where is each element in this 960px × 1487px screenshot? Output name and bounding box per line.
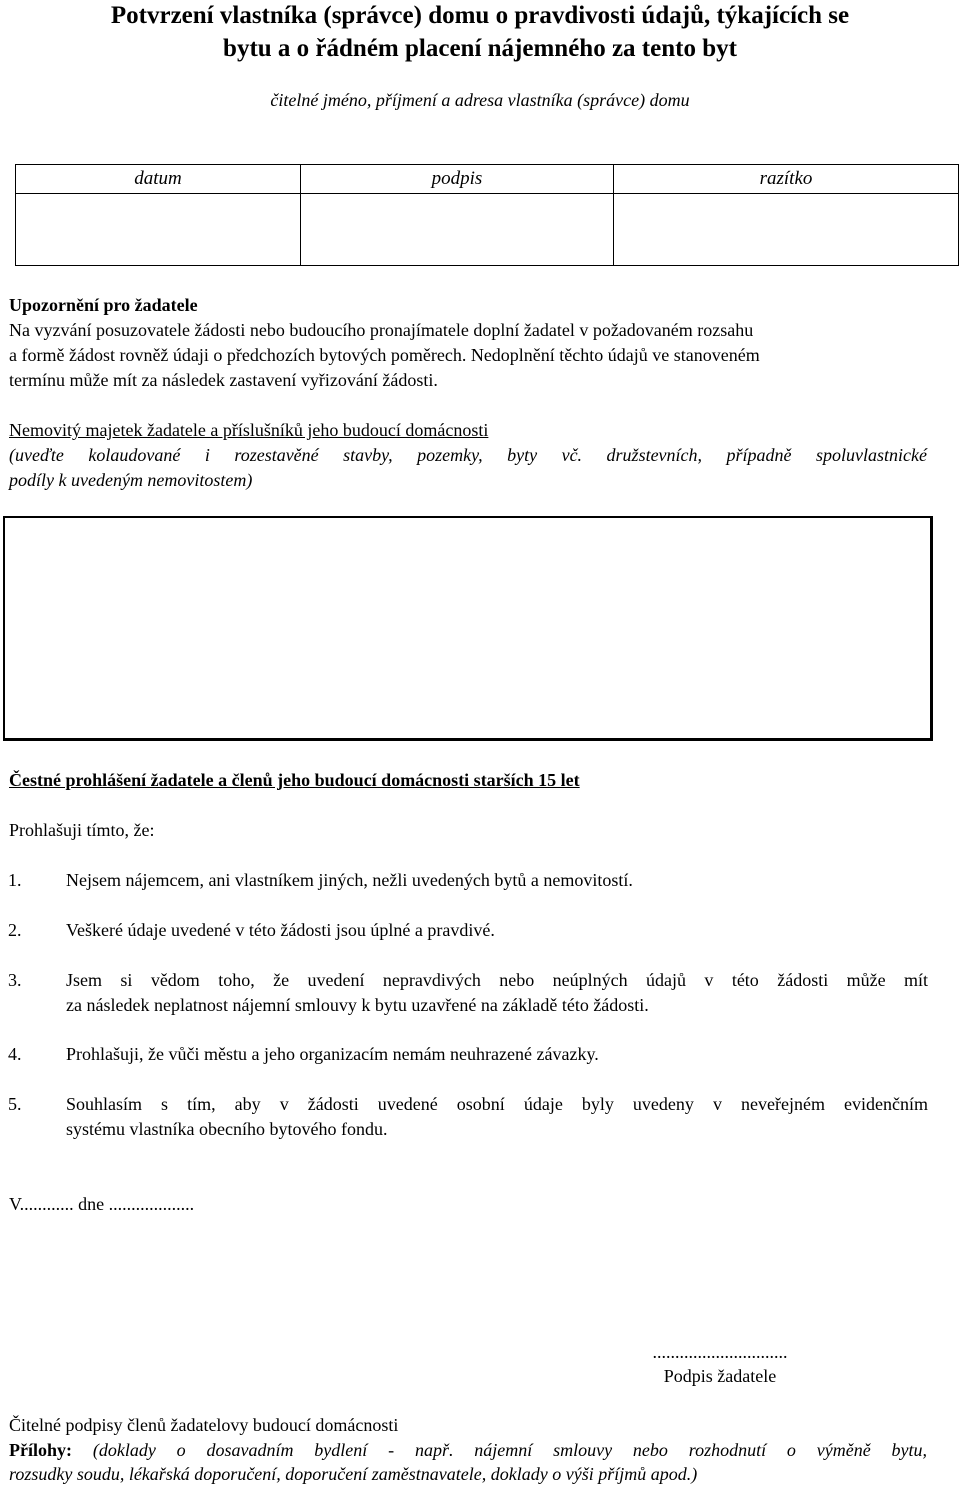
attachments-text-1: (doklady o dosavadním bydlení - např. nájemní smlouvy nebo rozhodnutí o výměně bytu, bbox=[92, 1440, 928, 1460]
declaration-item bbox=[0, 1092, 960, 1147]
attachments-line-1 bbox=[9, 1438, 927, 1463]
item-text: Nejsem nájemcem, ani vlastníkem jiných, nežli uvedených bytů a nemovitostí. bbox=[66, 870, 633, 890]
attachments-label: Přílohy: bbox=[9, 1440, 72, 1460]
item-text: Prohlašuji, že vůči městu a jeho organizacím nemám neuhrazené závazky. bbox=[66, 1044, 599, 1064]
item-number: 3. bbox=[8, 970, 22, 990]
declaration-intro: Prohlašuji tímto, že: bbox=[9, 820, 155, 840]
title-line-1: Potvrzení vlastníka (správce) domu o pravdivosti údajů, týkajících se bbox=[110, 2, 850, 29]
owner-name-caption: čitelné jméno, příjmení a adresa vlastníka (správce) domu bbox=[270, 90, 690, 110]
property-heading: Nemovitý majetek žadatele a příslušníků jeho budoucí domácnosti bbox=[9, 420, 489, 440]
signature-header: podpis bbox=[431, 168, 483, 189]
item-number: 4. bbox=[8, 1044, 22, 1064]
item-number: 2. bbox=[8, 920, 22, 940]
item-text-line-2: za následek neplatnost nájemní smlouvy k bytu uzavřené na základě této žádosti. bbox=[66, 995, 649, 1015]
declaration-heading: Čestné prohlášení žadatele a členů jeho budoucí domácnosti starších 15 let bbox=[9, 770, 580, 790]
place-date-field[interactable]: V............ dne ................... bbox=[9, 1194, 195, 1214]
property-note-line-1: (uveďte kolaudované i rozestavěné stavby, pozemky, byty vč. družstevních, případně spoluvlastnické bbox=[9, 445, 927, 465]
item-text-line-2: systému vlastníka obecního bytového fondu. bbox=[66, 1119, 388, 1139]
property-note-line-2: podíly k uvedeným nemovitostem) bbox=[9, 470, 253, 490]
item-text-line-1: Jsem si vědom toho, že uvedení nepravdivých nebo neúplných údajů v této žádosti může mít bbox=[66, 970, 928, 990]
declaration-item bbox=[0, 918, 960, 948]
stamp-header: razítko bbox=[759, 168, 813, 189]
date-header: datum bbox=[134, 168, 182, 189]
warning-line-1: Na vyzvání posuzovatele žádosti nebo budoucího pronajímatele doplní žadatel v požadovaném rozsahu bbox=[9, 320, 754, 340]
item-text-line-1: Souhlasím s tím, aby v žádosti uvedené osobní údaje byly uvedeny v neveřejném evidenčním bbox=[66, 1094, 928, 1114]
title-line-2: bytu a o řádném placení nájemného za tento byt bbox=[223, 35, 737, 62]
item-number: 5. bbox=[8, 1094, 22, 1114]
warning-line-3: termínu může mít za následek zastavení vyřizování žádosti. bbox=[9, 370, 438, 390]
item-number: 1. bbox=[8, 870, 22, 890]
declaration-item bbox=[0, 968, 960, 1023]
property-entry-box[interactable] bbox=[3, 516, 933, 741]
owner-signature-table bbox=[15, 164, 959, 266]
signature-dots[interactable]: .............................. bbox=[652, 1342, 788, 1362]
item-text: Veškeré údaje uvedené v této žádosti jsou úplné a pravdivé. bbox=[66, 920, 495, 940]
applicant-signature-label: Podpis žadatele bbox=[663, 1366, 777, 1386]
attachments-line-2: rozsudky soudu, lékařská doporučení, doporučení zaměstnavatele, doklady o výši příjmů apod.) bbox=[9, 1464, 698, 1484]
declaration-item bbox=[0, 1042, 960, 1072]
warning-heading: Upozornění pro žadatele bbox=[9, 295, 198, 315]
warning-line-2: a formě žádost rovněž údaji o předchozích bytových poměrech. Nedoplnění těchto údajů ve stanoveném bbox=[9, 345, 760, 365]
declaration-item bbox=[0, 868, 960, 898]
members-signatures-label: Čitelné podpisy členů žadatelovy budoucí domácnosti bbox=[9, 1415, 399, 1435]
